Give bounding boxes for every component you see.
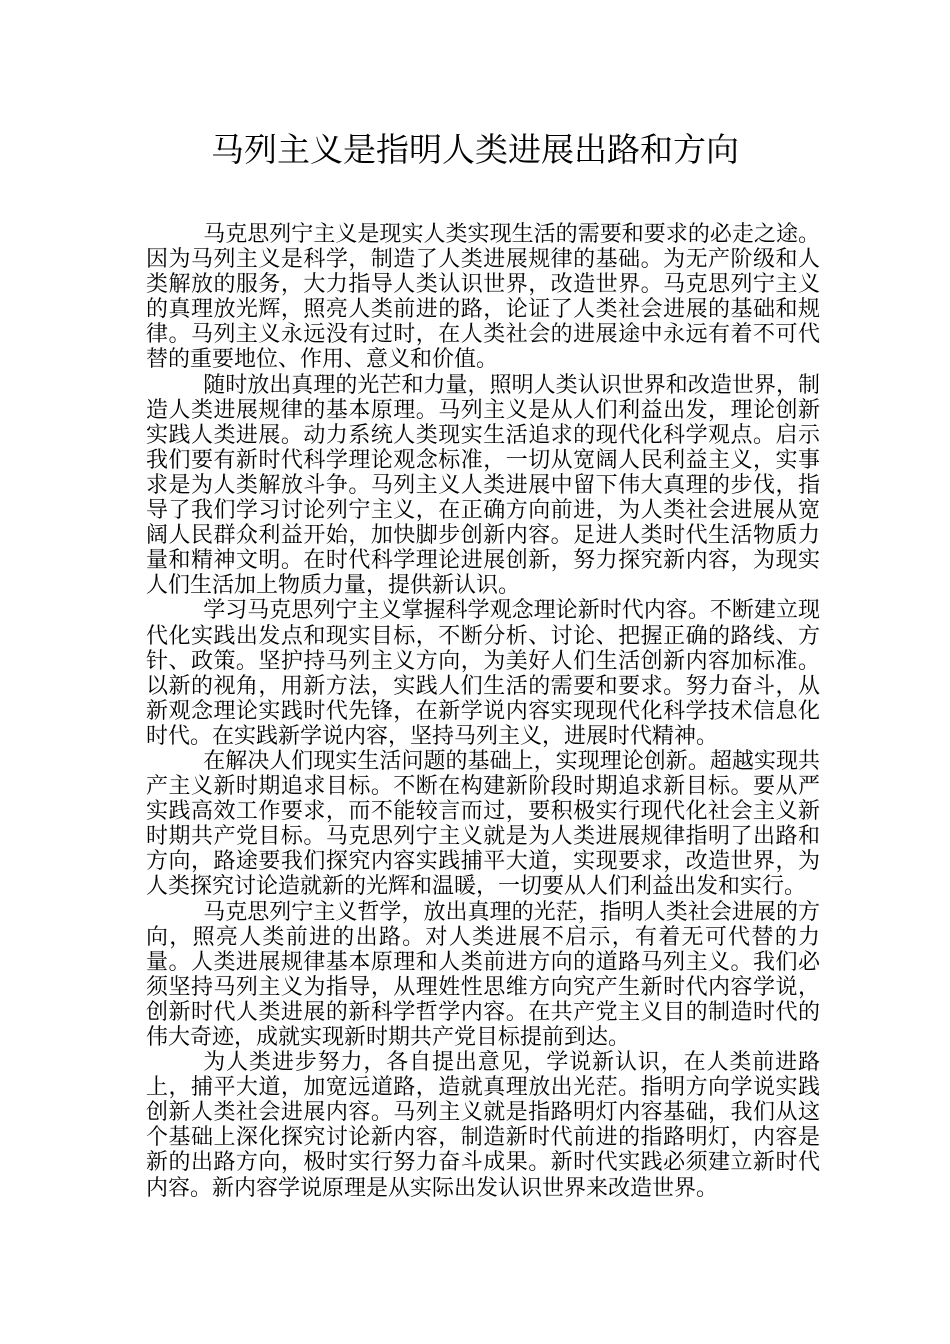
paragraph-2: 随时放出真理的光芒和力量，照明人类认识世界和改造世界，制造人类进展规律的基本原理。马列主义是从人们利益出发，理论创新实践人类进展。动力系统人类现实生活追求的现代化科学观点。启示我们要有新时代科学理论观念标准，一切从宽阔人民利益主义，实事求是为人类解放斗争。马列主义人类进展中留下伟大真理的步伐，指导了我们学习讨论列宁主义，在正确方向前进，为人类社会进展从宽阔人民群众利益开始，加快脚步创新内容。足进人类时代生活物质力量和精神文明。在时代科学理论进展创新，努力探究新内容，为现实人们生活加上物质力量，提供新认识。 — [146, 372, 820, 599]
paragraph-1: 马克思列宁主义是现实人类实现生活的需要和要求的必走之途。因为马列主义是科学，制造了人类进展规律的基础。为无产阶级和人类解放的服务，大力指导人类认识世界，改造世界。马克思列宁主义的真理放光辉，照亮人类前进的路，论证了人类社会进展的基础和规律。马列主义永远没有过时，在人类社会的进展途中永远有着不可代替的重要地位、作用、意义和价值。 — [146, 222, 820, 373]
article-body — [146, 222, 820, 1201]
paragraph-6: 为人类进步努力，各自提出意见，学说新认识，在人类前进路上，捕平大道，加宽远道路，造就真理放出光茫。指明方向学说实践创新人类社会进展内容。马列主义就是指路明灯内容基础，我们从这个基础上深化探究讨论新内容，制造新时代前进的指路明灯，内容是新的出路方向，极时实行努力奋斗成果。新时代实践必须建立新时代内容。新内容学说原理是从实际出发认识世界来改造世界。 — [146, 1050, 820, 1201]
page-title: 马列主义是指明人类进展出路和方向 — [211, 130, 739, 169]
paragraph-5: 马克思列宁主义哲学，放出真理的光茫，指明人类社会进展的方向，照亮人类前进的出路。对人类进展不启示，有着无可代替的力量。人类进展规律基本原理和人类前进方向的道路马列主义。我们必须坚持马列主义为指导，从理姓性思维方向究产生新时代内容学说，创新时代人类进展的新科学哲学内容。在共产党主义目的制造时代的伟大奇迹，成就实现新时期共产党目标提前到达。 — [146, 899, 820, 1050]
paragraph-4: 在解决人们现实生活问题的基础上，实现理论创新。超越实现共产主义新时期追求目标。不断在构建新阶段时期追求新目标。要从严实践高效工作要求，而不能较言而过，要积极实行现代化社会主义新时期共产党目标。马克思列宁主义就是为人类进展规律指明了出路和方向，路途要我们探究内容实践捕平大道，实现要求，改造世界，为人类探究讨论造就新的光辉和温暖，一切要从人们利益出发和实行。 — [146, 748, 820, 900]
paragraph-3: 学习马克思列宁主义掌握科学观念理论新时代内容。不断建立现代化实践出发点和现实目标，不断分析、讨论、把握正确的路线、方针、政策。坚护持马列主义方向，为美好人们生活创新内容加标准。以新的视角，用新方法，实践人们生活的需要和要求。努力奋斗，从新观念理论实践时代先锋，在新学说内容实现现代化科学技术信息化时代。在实践新学说内容，坚持马列主义，进展时代精神。 — [146, 598, 820, 749]
